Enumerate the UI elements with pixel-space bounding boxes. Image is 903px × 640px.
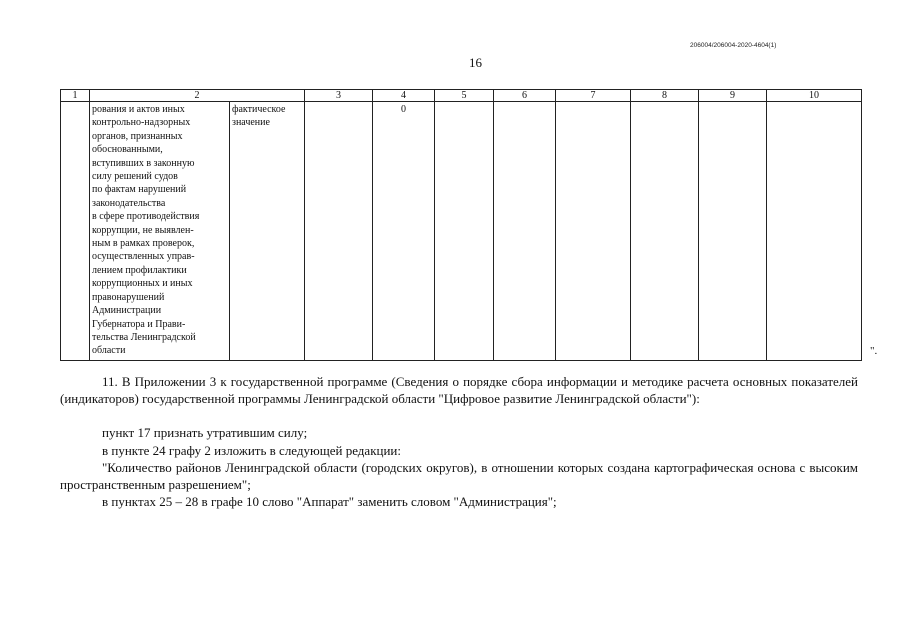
value-type-label [230, 102, 304, 130]
page-number: 16 [469, 55, 482, 70]
cell-line: в сфере противодействия [92, 211, 200, 223]
paragraph-point-17: пункт 17 признать утратившим силу; [102, 425, 308, 440]
data-table [60, 89, 862, 361]
table-cell-col3 [305, 102, 373, 361]
cell-line: силу решений судов [92, 171, 178, 183]
column-header: 9 [699, 90, 767, 102]
cell-line: по фактам нарушений [92, 184, 187, 196]
indicator-value: 0 [401, 104, 406, 115]
cell-line: обоснованными, [92, 144, 163, 156]
paragraph-quote: "Количество районов Ленинградской области (городских округов), в отношении которых создана картографическая основа с высоким пространственным разрешением"; [60, 460, 858, 492]
cell-line: коррупционных и иных [92, 278, 193, 290]
table-cell-col4 [373, 102, 435, 361]
column-header: 1 [61, 90, 90, 102]
cell-line: Губернатора и Прави- [92, 318, 186, 330]
table-cell-col6 [494, 102, 556, 361]
paragraph-point-24: в пункте 24 графу 2 изложить в следующей редакции: [102, 443, 401, 458]
indicator-description [90, 102, 229, 358]
table-cell-col10 [767, 102, 862, 361]
column-header: 2 [90, 90, 305, 102]
cell-line: вступивших в законную [92, 157, 195, 169]
table-cell-col8 [631, 102, 699, 361]
closing-quote: ". [870, 345, 878, 357]
table-cell-col2b [230, 102, 305, 361]
cell-line: ным в рамках проверок, [92, 238, 195, 250]
cell-line: правонарушений [92, 291, 165, 303]
cell-line: фактическое [232, 104, 286, 115]
cell-line: осуществленных управ- [92, 251, 195, 263]
column-header: 6 [494, 90, 556, 102]
column-header: 4 [373, 90, 435, 102]
table-header-row [61, 90, 862, 102]
table-cell-col1 [61, 102, 90, 361]
table-cell-col7 [556, 102, 631, 361]
cell-line: контрольно-надзорных [92, 117, 191, 129]
column-header: 7 [556, 90, 631, 102]
table-cell-col5 [435, 102, 494, 361]
cell-line: рования и актов иных [92, 104, 185, 115]
column-header: 8 [631, 90, 699, 102]
cell-line: законодательства [92, 197, 166, 209]
table-cell-col9 [699, 102, 767, 361]
table-row [61, 102, 862, 361]
paragraph-points-25-28: в пунктах 25 – 28 в графе 10 слово "Аппарат" заменить словом "Администрация"; [102, 494, 557, 509]
cell-line: значение [232, 117, 270, 129]
column-header: 5 [435, 90, 494, 102]
table-cell-col2 [90, 102, 230, 361]
cell-line: тельства Ленинградской [92, 331, 196, 343]
column-header: 3 [305, 90, 373, 102]
cell-line: области [92, 345, 126, 357]
column-header: 10 [767, 90, 862, 102]
cell-line: органов, признанных [92, 130, 183, 142]
cell-line: лением профилактики [92, 264, 187, 276]
cell-line: Администрации [92, 305, 162, 317]
cell-line: коррупции, не выявлен- [92, 224, 194, 236]
paragraph-item-11: 11. В Приложении 3 к государственной программе (Сведения о порядке сбора информации и методике расчета основных показателей (индикаторов) государственной программы Ленинградской области "Цифровое развитие Ленинградской области"): [60, 374, 858, 406]
document-id: 206004/206004-2020-4604(1) [690, 42, 777, 49]
